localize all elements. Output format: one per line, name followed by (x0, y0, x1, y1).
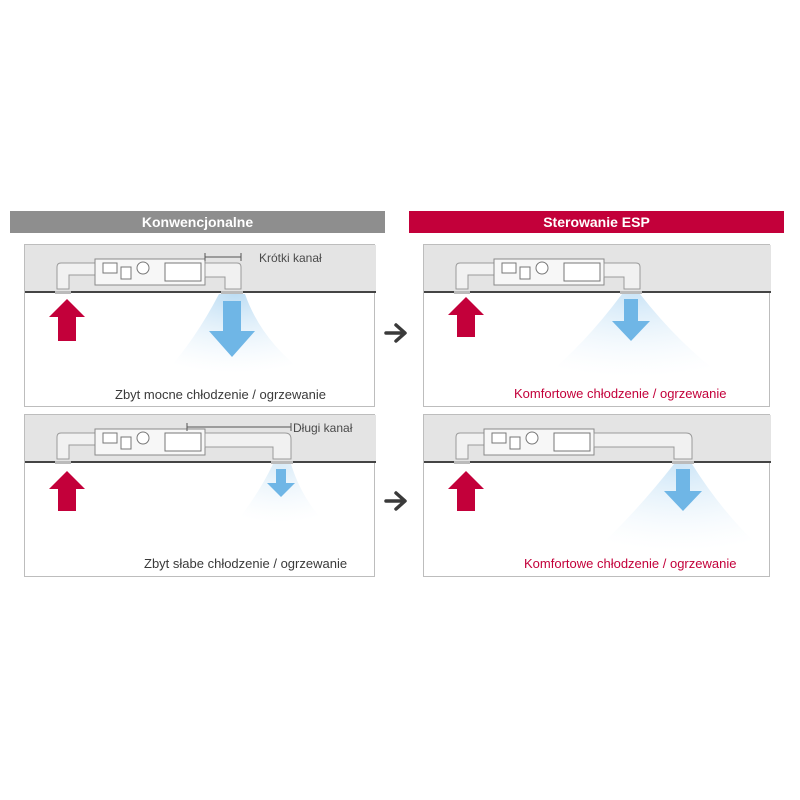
caption-too-weak: Zbyt słabe chłodzenie / ogrzewanie (144, 556, 348, 571)
coil (165, 263, 201, 281)
fan-icon (137, 262, 149, 274)
duct-label-short: Krótki kanał (259, 251, 322, 265)
duct-label-long: Długi kanał (293, 421, 353, 435)
panel-esp-long-duct (423, 414, 770, 577)
conventional-header (10, 211, 385, 233)
caption-comfort: Komfortowe chłodzenie / ogrzewanie (514, 386, 727, 401)
unit-part (103, 263, 117, 273)
return-grille (55, 291, 71, 294)
panel-conventional-long-duct (24, 414, 375, 577)
panel-conventional-short-duct (24, 244, 375, 407)
caption-comfort: Komfortowe chłodzenie / ogrzewanie (524, 556, 737, 571)
diagram-esp-short-duct (424, 245, 771, 408)
arrow-right-icon (384, 320, 410, 346)
arrow-up-icon (448, 471, 484, 511)
esp-header (409, 211, 784, 233)
arrow-right-icon (384, 488, 410, 514)
arrow-up-icon (49, 299, 85, 341)
diagram-conventional-short-duct (25, 245, 376, 408)
caption-too-strong: Zbyt mocne chłodzenie / ogrzewanie (115, 387, 327, 402)
diagram-esp-long-duct (424, 415, 771, 578)
arrow-up-icon (49, 471, 85, 511)
arrow-up-icon (448, 297, 484, 337)
diagram-conventional-long-duct (25, 415, 376, 578)
supply-grille (221, 291, 243, 294)
panel-esp-short-duct (423, 244, 770, 407)
esp-header-label: Sterowanie ESP (543, 214, 650, 230)
conventional-header-label: Konwencjonalne (141, 214, 254, 230)
unit-part (121, 267, 131, 279)
